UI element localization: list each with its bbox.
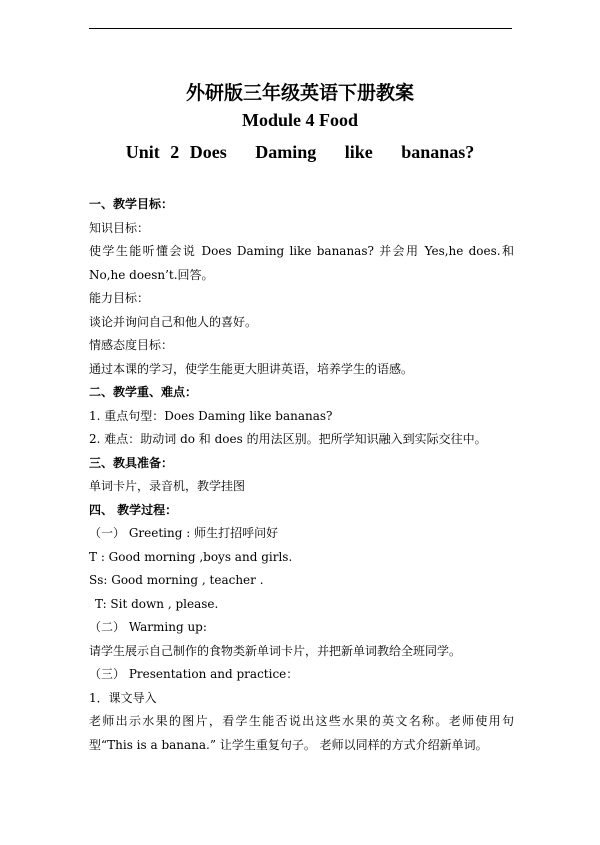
- unit-title: [0, 142, 600, 163]
- step-warming-up: （二） Warming up:: [89, 620, 207, 634]
- materials-text: 单词卡片，录音机，教学挂图: [89, 479, 246, 493]
- lesson-plan-body: [89, 193, 514, 757]
- dialogue-line: Ss: Good morning , teacher .: [89, 573, 264, 587]
- key-point-item: 1. 重点句型：Does Daming like bananas?: [89, 408, 333, 423]
- intro-label: 1．课文导入: [89, 690, 157, 705]
- dialogue-line: T : Good morning ,boys and girls.: [89, 549, 293, 564]
- section-heading-materials: 三、教具准备：: [89, 455, 174, 470]
- knowledge-label: 知识目标：: [89, 220, 150, 235]
- header-rule: [89, 28, 512, 29]
- section-heading-key-points: 二、教学重、难点：: [89, 385, 198, 399]
- intro-text: 老师出示水果的图片，看学生能否说出这些水果的英文名称。老师使用句型“This is a banana.” 让学生重复句子。 老师以同样的方式介绍新单词。: [89, 714, 514, 752]
- attitude-label: 情感态度目标：: [89, 338, 174, 352]
- dialogue-line: T: Sit down , please.: [95, 596, 219, 611]
- difficulty-item: 2. 难点：助动词 do 和 does 的用法区别。把所学知识融入到实际交往中。: [89, 432, 487, 446]
- unit-title-word: Daming: [255, 142, 317, 162]
- knowledge-text: 使学生能听懂会说 Does Daming like bananas? 并会用 Yes,he does.和 No,he doesn’t.回答。: [89, 244, 514, 282]
- ability-text: 谈论并询问自己和他人的喜好。: [89, 314, 258, 329]
- attitude-text: 通过本课的学习，使学生能更大胆讲英语，培养学生的语感。: [89, 361, 414, 376]
- step-presentation: （三） Presentation and practice：: [89, 667, 299, 681]
- section-heading-process: 四、 教学过程：: [89, 502, 178, 517]
- ability-label: 能力目标：: [89, 291, 150, 305]
- unit-title-word: like: [344, 142, 373, 162]
- warming-up-text: 请学生展示自己制作的食物类新单词卡片，并把新单词教给全班同学。: [89, 643, 462, 658]
- section-heading-objectives: 一、教学目标：: [89, 197, 174, 211]
- step-greeting: （一） Greeting : 师生打招呼问好: [89, 526, 279, 540]
- module-title: Module 4 Food: [241, 110, 358, 130]
- unit-title-word: bananas?: [401, 142, 475, 162]
- document-title: 外研版三年级英语下册教案: [185, 82, 414, 104]
- unit-title-word: Unit 2 Does: [125, 142, 227, 162]
